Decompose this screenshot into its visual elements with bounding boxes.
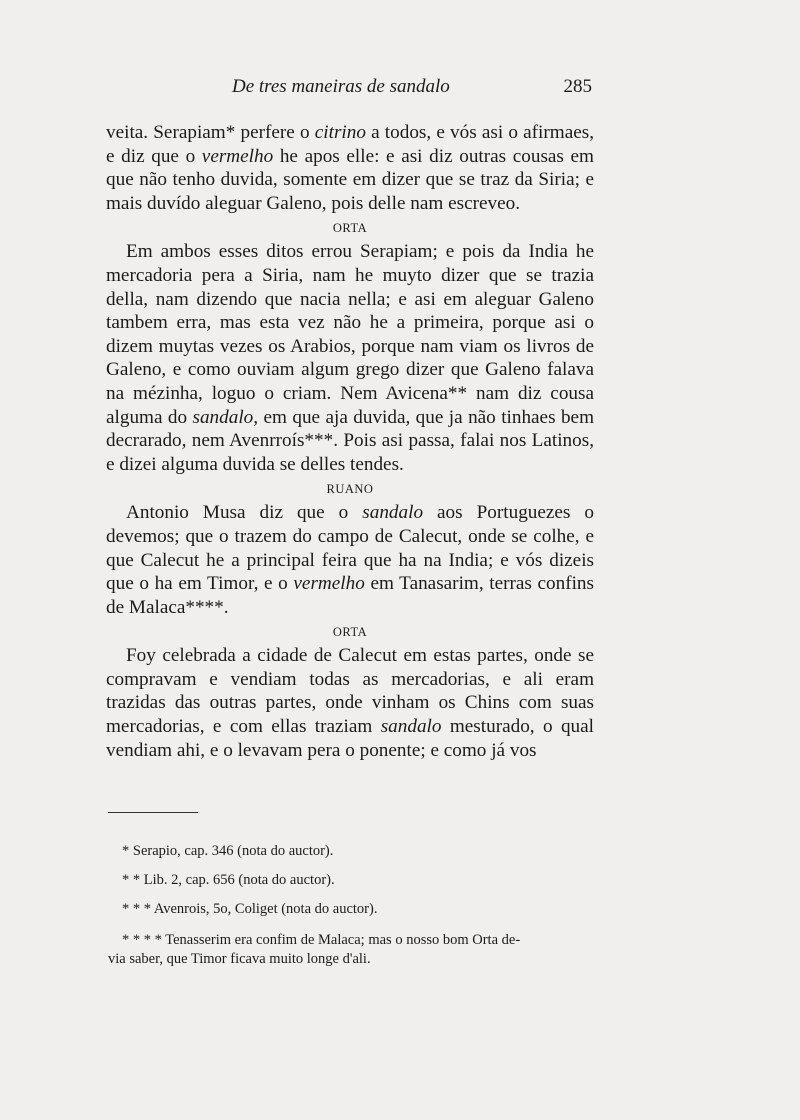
speaker-heading-orta: ORTA bbox=[332, 221, 368, 236]
page-number: 285 bbox=[563, 76, 592, 97]
text-run: em que aja duvida, que ja não tinhaes bem decrarado, nem Avenrroís***. Pois asi passa, falai nos Latinos, e dizei alguma duvida se delles tendes. bbox=[106, 406, 594, 475]
footnote-1: * Serapio, cap. 346 (nota do auctor). bbox=[122, 843, 334, 859]
italic-term: sandalo bbox=[380, 716, 442, 738]
text-run: mesturado, o qual vendiam ahi, e o levavam pera o ponente; e como já vos bbox=[106, 716, 594, 761]
page-header bbox=[106, 76, 596, 106]
speaker-heading-ruano: RUANO bbox=[326, 482, 374, 497]
main-text bbox=[106, 121, 594, 762]
footnote-3: * * * Avenrois, 5o, Coliget (nota do auctor). bbox=[122, 901, 378, 917]
paragraph-4 bbox=[106, 644, 594, 762]
text-run: a todos, e vós asi o afirmaes, e diz que o bbox=[106, 122, 594, 167]
footnote-4-line-1: * * * * Tenasserim era confim de Malaca; mas o nosso bom Orta de- bbox=[122, 932, 521, 948]
footnote-4 bbox=[108, 931, 594, 969]
text-run: aos Portuguezes o devemos; que o trazem do campo de Calecut, onde se colhe, e que Calecut he a principal feira que ha na India; e vós dizeis que o ha em Timor, e o bbox=[106, 502, 594, 595]
running-title: De tres maneiras de sandalo bbox=[232, 76, 450, 97]
paragraph-3 bbox=[106, 501, 594, 619]
text-run: em Tanasarim, terras confins de Malaca****. bbox=[106, 573, 594, 618]
italic-term: vermelho bbox=[293, 573, 365, 595]
italic-term: sandalo bbox=[362, 502, 424, 524]
footnote-2: * * Lib. 2, cap. 656 (nota do auctor). bbox=[122, 872, 335, 888]
text-run: Em ambos esses ditos errou Serapiam; e pois da India he mercadoria pera a Siria, nam he muyto dizer que se trazia della, nam dizendo que nacia nella; e asi em aleguar Galeno tambem erra, mas esta vez não he a primeira, porque asi o dizem muytas vezes os Arabios, porque nam viam os livros de Galeno, e como ouviam algum grego dizer que Galeno falava na mézinha, loguo o criam. Nem Avicena** nam diz cousa alguma do bbox=[106, 241, 594, 428]
paragraph-1 bbox=[106, 121, 594, 215]
footnotes bbox=[108, 842, 594, 979]
paragraph-2 bbox=[106, 240, 594, 476]
footnote-rule bbox=[108, 812, 198, 813]
italic-term: citrino bbox=[314, 122, 366, 143]
text-run: Antonio Musa diz que o bbox=[126, 502, 363, 524]
italic-term: sandalo, bbox=[192, 406, 259, 428]
text-run: he apos elle: e asi diz outras cousas em que não tenho duvida, somente em dizer que se traz da Siria; e mais duvído aleguar Galeno, pois delle nam escreveo. bbox=[106, 145, 594, 214]
text-run: veita. Serapiam* perfere o bbox=[106, 122, 315, 143]
speaker-heading-orta-2: ORTA bbox=[332, 625, 368, 640]
italic-term: vermelho bbox=[201, 145, 274, 167]
footnote-4-line-2: via saber, que Timor ficava muito longe d'ali. bbox=[108, 951, 371, 967]
text-run: Foy celebrada a cidade de Calecut em estas partes, onde se compravam e vendiam todas as mercadorias, e ali eram trazidas das outras partes, onde vinham os Chins com suas mercadorias, e com ellas traziam bbox=[106, 645, 594, 738]
